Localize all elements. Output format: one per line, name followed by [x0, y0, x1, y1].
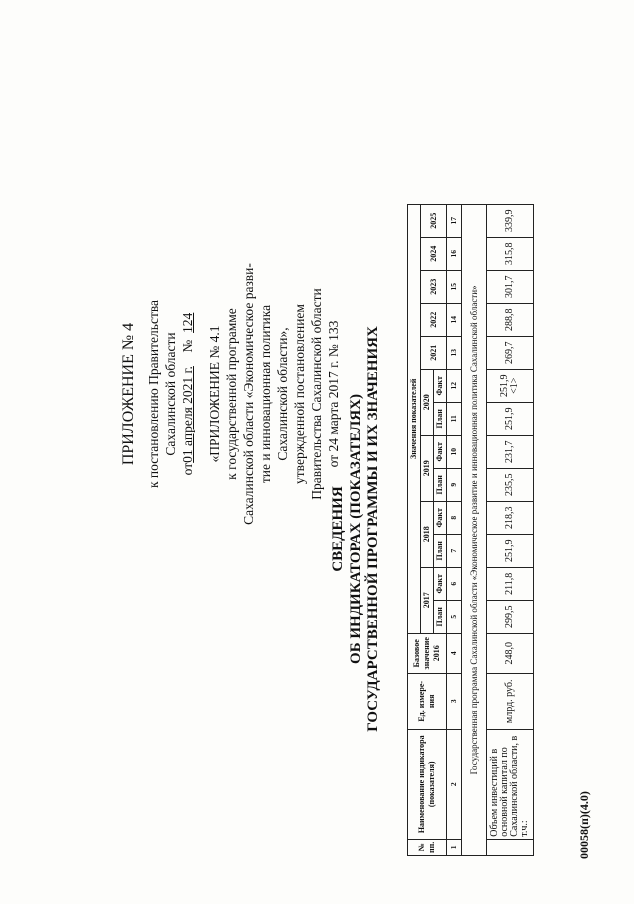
- title-line: ГОСУДАРСТВЕННОЙ ПРОГРАММЫ И ИХ ЗНАЧЕНИЯХ: [365, 326, 381, 732]
- plan-header: План: [434, 600, 447, 633]
- plan-header: План: [434, 402, 447, 435]
- col-header-name: Наименование индикатора (показателя): [408, 729, 447, 839]
- old-appendix-line: тие и инновационная политика: [258, 304, 273, 484]
- fact-header: Факт: [434, 369, 447, 402]
- title-line: ОБ ИНДИКАТОРАХ (ПОКАЗАТЕЛЯХ): [348, 394, 364, 664]
- value-cell: 301,7: [487, 270, 534, 303]
- col-header-unit: Ед. измере-ния: [408, 673, 447, 729]
- column-number: 6: [447, 567, 462, 600]
- program-row: [462, 204, 487, 855]
- value-cell: 315,8: [487, 237, 534, 270]
- indicator-unit: млрд. руб.: [487, 673, 534, 729]
- column-number: 7: [447, 534, 462, 567]
- value-cell: 231,7: [487, 435, 534, 468]
- col-header-values: Значения показателей: [408, 204, 421, 633]
- column-number: 3: [447, 673, 462, 729]
- column-number: 2: [447, 729, 462, 839]
- column-number: 13: [447, 336, 462, 369]
- row-num: [487, 839, 534, 855]
- year-header: 2018: [421, 501, 434, 567]
- appendix-title: ПРИЛОЖЕНИЕ № 4: [120, 322, 137, 466]
- column-number: 16: [447, 237, 462, 270]
- value-cell: 251,9: [487, 402, 534, 435]
- document-code: 00058(п)(4.0): [577, 791, 591, 859]
- column-number: 10: [447, 435, 462, 468]
- old-appendix-line: от 24 марта 2017 г. № 133: [326, 320, 341, 468]
- fact-header: Факт: [434, 567, 447, 600]
- appendix-date-line: от01 апреля 2021 г. № 124: [180, 312, 195, 476]
- value-cell: 299,5: [487, 600, 534, 633]
- value-cell: 248,0: [487, 633, 534, 673]
- col-header-num: № пп.: [408, 839, 447, 855]
- year-header: 2022: [421, 303, 447, 336]
- plan-header: План: [434, 534, 447, 567]
- column-number: 4: [447, 633, 462, 673]
- old-appendix-title: «ПРИЛОЖЕНИЕ № 4.1: [207, 325, 222, 463]
- indicators-table: [407, 204, 534, 856]
- number-value: 124: [180, 312, 195, 333]
- value-cell: 269,7: [487, 336, 534, 369]
- appendix-line: к постановлению Правительства: [146, 299, 161, 489]
- program-title: Государственная программа Сахалинской области «Экономическое развитие и инновационная политика Сахалинской области»: [462, 204, 487, 855]
- value-cell: 218,3: [487, 501, 534, 534]
- old-appendix-line: утвержденной постановлением: [292, 304, 307, 484]
- year-header: 2024: [421, 237, 447, 270]
- year-header: 2021: [421, 336, 447, 369]
- title-line: СВЕДЕНИЯ: [330, 486, 346, 572]
- col-header-base: Базовое значение 2016: [408, 633, 447, 673]
- year-header: 2017: [421, 567, 434, 633]
- value-cell: 339,9: [487, 204, 534, 237]
- column-number: 12: [447, 369, 462, 402]
- column-number: 9: [447, 468, 462, 501]
- column-number: 11: [447, 402, 462, 435]
- value-cell: 251,9 <1>: [487, 369, 534, 402]
- column-number: 1: [447, 839, 462, 855]
- value-cell: 251,9: [487, 534, 534, 567]
- table-row: [487, 204, 534, 855]
- date-value: 01 апреля 2021 г.: [180, 366, 195, 463]
- fact-header: Факт: [434, 435, 447, 468]
- appendix-line: Сахалинской области: [163, 332, 178, 456]
- year-header: 2019: [421, 435, 434, 501]
- indicator-name: Объем инвестиций в основной капитал по Сахалинской области, в т.ч.:: [487, 729, 534, 839]
- column-number: 8: [447, 501, 462, 534]
- fact-header: Факт: [434, 501, 447, 534]
- old-appendix-line: к государственной программе: [224, 308, 239, 480]
- column-number-row: [447, 204, 462, 855]
- year-header: 2025: [421, 204, 447, 237]
- column-number: 5: [447, 600, 462, 633]
- column-number: 17: [447, 204, 462, 237]
- old-appendix-line: Сахалинской области»,: [275, 327, 290, 461]
- old-appendix-line: Сахалинской области «Экономическое разви-: [241, 263, 256, 525]
- value-cell: 211,8: [487, 567, 534, 600]
- column-number: 15: [447, 270, 462, 303]
- year-header: 2020: [421, 369, 434, 435]
- plan-header: План: [434, 468, 447, 501]
- year-header: 2023: [421, 270, 447, 303]
- value-cell: 288,8: [487, 303, 534, 336]
- column-number: 14: [447, 303, 462, 336]
- value-cell: 235,5: [487, 468, 534, 501]
- old-appendix-line: Правительства Сахалинской области: [309, 288, 324, 500]
- appendix-header: [120, 254, 342, 534]
